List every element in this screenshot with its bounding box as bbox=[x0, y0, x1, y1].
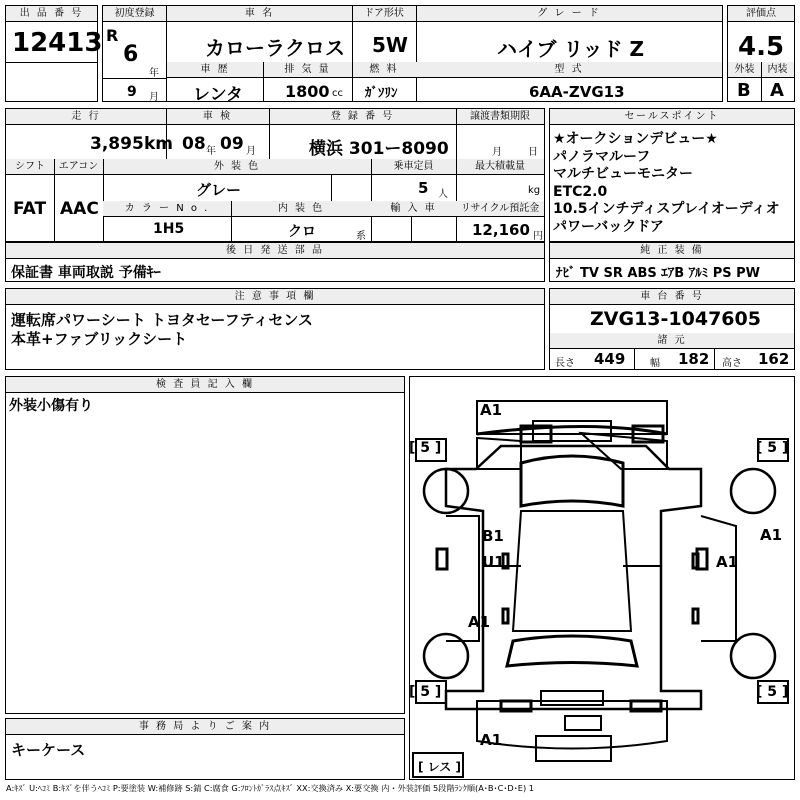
mileage-label: 走 行 bbox=[6, 109, 166, 125]
later-parts-text: 保証書 車両取説 予備ｷｰ bbox=[11, 265, 161, 281]
year-unit: 年 bbox=[149, 68, 159, 79]
model: 6AA-ZVG13 bbox=[529, 83, 625, 101]
sales-point-line: パノラマルーフ bbox=[553, 148, 651, 165]
sales-points-label: セールスポイント bbox=[550, 109, 794, 125]
inspection-label: 車 検 bbox=[166, 109, 269, 125]
color-number: 1H5 bbox=[153, 221, 185, 237]
length: 449 bbox=[594, 350, 626, 368]
shift-label: シフト bbox=[6, 159, 54, 175]
tire-mark-rear-right: [ 5 ] bbox=[756, 684, 789, 700]
notes-box bbox=[5, 288, 545, 370]
capacity-unit: 人 bbox=[438, 189, 448, 200]
exterior-color-label: 外 装 色 bbox=[103, 159, 371, 175]
overall-score: 4.5 bbox=[738, 32, 785, 62]
later-parts-label: 後 日 発 送 部 品 bbox=[6, 243, 544, 259]
sales-point-line: マルチビューモニター bbox=[553, 166, 693, 182]
damage-mark-left-b1: B1 bbox=[482, 527, 504, 545]
lot-number-label: 出 品 番 号 bbox=[6, 6, 97, 22]
sales-points-list bbox=[553, 131, 780, 236]
interior-grade-label: 内装 bbox=[761, 62, 794, 78]
shift: FAT bbox=[13, 199, 47, 219]
chassis-number: ZVG13-1047605 bbox=[590, 308, 761, 330]
damage-mark-front: A1 bbox=[480, 401, 503, 419]
exterior-grade: B bbox=[737, 80, 751, 101]
equipment-text: ﾅﾋﾞ TV SR ABS ｴｱB ｱﾙﾐ PS PW bbox=[556, 266, 760, 281]
model-label: 型 式 bbox=[416, 62, 722, 78]
max-load-unit: kg bbox=[528, 185, 541, 196]
inspector-notes-label: 検 査 員 記 入 欄 bbox=[6, 377, 404, 393]
inspection-year: 08 bbox=[182, 134, 206, 154]
sales-point-line: ★オークションデビュー★ bbox=[553, 131, 718, 147]
sales-point-line: 10.5インチディスプレイオーディオ bbox=[553, 201, 780, 217]
office-notes-label: 事 務 局 よ り ご 案 内 bbox=[6, 719, 404, 735]
car-name-label: 車 名 bbox=[167, 6, 352, 22]
damage-mark-left-u1: U1 bbox=[482, 553, 505, 571]
sales-points-box bbox=[549, 108, 795, 242]
exterior-grade-label: 外装 bbox=[728, 62, 761, 78]
first-registration-box bbox=[102, 5, 167, 102]
height: 162 bbox=[758, 350, 790, 368]
height-label: 高さ bbox=[722, 358, 742, 369]
inspection-month-unit: 月 bbox=[246, 146, 256, 157]
office-notes-text: キーケース bbox=[11, 741, 86, 759]
chassis-box bbox=[549, 288, 795, 370]
equipment-label: 純 正 装 備 bbox=[550, 243, 794, 259]
air-conditioner: AAC bbox=[60, 199, 99, 219]
transfer-day-unit: 日 bbox=[528, 147, 538, 158]
first-registration-label: 初度登録 bbox=[103, 6, 166, 22]
notes-label: 注 意 事 項 欄 bbox=[6, 289, 544, 305]
door-label: ドア形状 bbox=[352, 6, 416, 22]
later-parts-box bbox=[5, 242, 545, 282]
history: レンタ bbox=[193, 85, 243, 105]
vehicle-diagram bbox=[410, 377, 794, 779]
transfer-deadline-label: 譲渡書類期限 bbox=[456, 109, 544, 125]
interior-color-unit: 系 bbox=[356, 231, 366, 242]
car-name: カローラクロス bbox=[205, 36, 345, 60]
tire-mark-rear-left: [ 5 ] bbox=[409, 684, 442, 700]
recycle-deposit: 12,160 bbox=[472, 221, 530, 239]
max-load-label: 最大積載量 bbox=[456, 159, 544, 175]
displacement-unit: cc bbox=[332, 88, 343, 99]
chassis-label: 車 台 番 号 bbox=[550, 289, 794, 305]
grade: ハイブ リッド Z bbox=[497, 37, 645, 61]
inspection-year-unit: 年 bbox=[206, 146, 216, 157]
inspector-notes-box bbox=[5, 376, 405, 714]
mileage-unit: km bbox=[144, 134, 174, 154]
import-label: 輸 入 車 bbox=[371, 201, 456, 217]
tire-mark-front-right: [ 5 ] bbox=[756, 440, 789, 456]
first-reg-year: 6 bbox=[123, 42, 139, 67]
first-reg-month: 9 bbox=[127, 84, 137, 100]
displacement-label: 排 気 量 bbox=[263, 62, 352, 78]
notes-line-1: 運転席パワーシート トヨタセーフティセンス bbox=[11, 311, 313, 329]
length-label: 長さ bbox=[555, 358, 575, 369]
spare-tire-mark: [ レス ] bbox=[418, 760, 461, 774]
score-label: 評価点 bbox=[728, 6, 794, 22]
notes-line-2: 本革+ファブリックシート bbox=[11, 330, 188, 348]
registration-label: 登 録 番 号 bbox=[269, 109, 456, 125]
recycle-unit: 円 bbox=[533, 231, 543, 242]
fuel: ｶﾞｿﾘﾝ bbox=[365, 86, 398, 101]
history-label: 車 歴 bbox=[167, 62, 263, 78]
mileage: 3,895 bbox=[90, 134, 144, 154]
era: R bbox=[106, 26, 119, 45]
month-unit: 月 bbox=[149, 92, 159, 103]
recycle-label: リサイクル預託金 bbox=[456, 201, 544, 217]
door-type: 5W bbox=[372, 33, 408, 57]
fuel-label: 燃 料 bbox=[352, 62, 416, 78]
lot-number: 12413 bbox=[12, 28, 103, 58]
displacement: 1800 bbox=[285, 82, 330, 101]
interior-grade: A bbox=[770, 80, 784, 101]
grade-label: グ レ ー ド bbox=[416, 6, 722, 22]
interior-color: クロ bbox=[288, 224, 316, 240]
inspector-notes-text: 外装小傷有り bbox=[9, 398, 93, 414]
vehicle-main-box bbox=[166, 5, 723, 105]
width: 182 bbox=[678, 350, 710, 368]
office-notes-box bbox=[5, 718, 405, 780]
width-label: 幅 bbox=[650, 358, 660, 369]
lot-number-box bbox=[5, 5, 103, 102]
damage-mark-rear: A1 bbox=[480, 731, 503, 749]
sales-point-line: パワーバックドア bbox=[553, 218, 664, 235]
score-box bbox=[727, 5, 795, 102]
capacity: 5 bbox=[418, 179, 429, 197]
details-box bbox=[5, 108, 545, 242]
sales-point-line: ETC2.0 bbox=[553, 183, 608, 200]
damage-mark-right-edge-a1: A1 bbox=[760, 526, 783, 544]
capacity-label: 乗車定員 bbox=[371, 159, 456, 175]
inspection-month: 09 bbox=[220, 134, 244, 154]
damage-mark-left-a1: A1 bbox=[468, 613, 491, 631]
equipment-box bbox=[549, 242, 795, 282]
tire-mark-front-left: [ 5 ] bbox=[409, 440, 442, 456]
exterior-color: グレー bbox=[196, 181, 242, 199]
damage-mark-right-a1: A1 bbox=[716, 553, 739, 571]
transfer-month-unit: 月 bbox=[492, 147, 502, 158]
interior-color-label: 内 装 色 bbox=[231, 201, 371, 217]
legend-text: A:ｷｽﾞ U:ﾍｺﾐ B:ｷｽﾞを伴うﾍｺﾐ P:要塗装 W:補修跡 S:錆 C:腐食 G:ﾌﾛﾝﾄｶﾞﾗｽ点ｷｽﾞ XX:交換済み X:要交換 内・外装評価 5段階ﾗﾝｸ順(A･B･C･D･E) 1 bbox=[6, 783, 534, 793]
dimensions-label: 諸 元 bbox=[550, 333, 794, 349]
ac-label: エアコン bbox=[54, 159, 103, 175]
color-number-label: カ ラ ー N o . bbox=[103, 201, 231, 217]
registration-number: 横浜 301ー8090 bbox=[309, 139, 449, 159]
damage-diagram-box bbox=[409, 376, 795, 780]
